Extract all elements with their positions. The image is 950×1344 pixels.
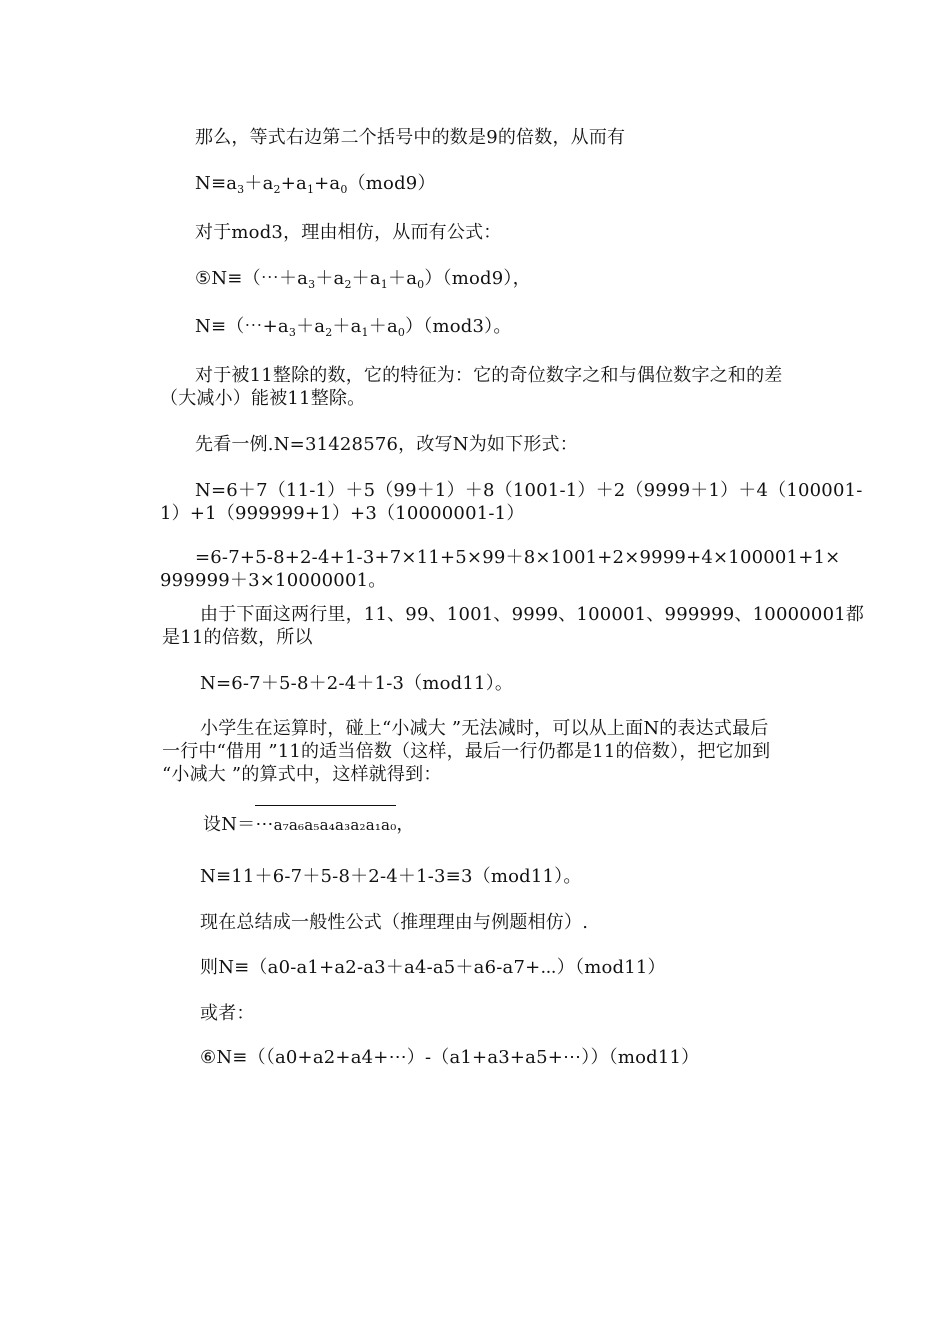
equation-text: ）（mod9）， — [424, 268, 531, 289]
congruence-result: N≡11＋6-7＋5-8＋2-4＋1-3≡3（mod11）。 — [200, 866, 582, 887]
subscript: 0 — [397, 326, 406, 339]
equation-text: ＋a — [296, 316, 326, 337]
formula-mod3 — [195, 316, 512, 338]
equation-text: +a — [314, 173, 341, 194]
equation-text: ＋a — [351, 268, 381, 289]
subscript: 3 — [308, 278, 316, 291]
equation-text: N≡a — [195, 173, 238, 194]
equation-mod9 — [195, 173, 436, 195]
paragraph-multiples-line1: 由于下面这两行里，11、99、1001、9999、100001、999999、10000001都 — [200, 604, 865, 625]
paragraph-borrow-line3: “小减大 ”的算式中，这样就得到： — [162, 764, 442, 785]
formula-6: ⑥N≡（（a0+a2+a4+⋯）-（a1+a3+a5+⋯））（mod11） — [200, 1047, 700, 1068]
expansion2-line2: 999999＋3×10000001。 — [160, 570, 387, 591]
subscript: 1 — [361, 326, 369, 339]
subscript: 3 — [237, 183, 245, 196]
equation-text: （mod9） — [347, 173, 436, 194]
paragraph-mod3: 对于mod3，理由相仿，从而有公式： — [195, 222, 502, 243]
paragraph-divisible-11-line1: 对于被11整除的数，它的特征为：它的奇位数字之和与偶位数字之和的差 — [195, 365, 783, 386]
equation-text: ）（mod3）。 — [405, 316, 512, 337]
paragraph-divisible-11-line2: （大减小）能被11整除。 — [160, 388, 366, 409]
equation-text: ＋a — [315, 268, 345, 289]
set-n-label: 设N＝ — [203, 814, 256, 835]
subscript: 2 — [344, 278, 352, 291]
general-formula: 则N≡（a0-a1+a2-a3＋a4-a5＋a6-a7+⋯）（mod11） — [200, 957, 666, 978]
subscript: 3 — [288, 326, 297, 339]
subscript: 1 — [306, 183, 315, 196]
subscript: 1 — [380, 278, 388, 291]
paragraph-summary: 现在总结成一般性公式（推理理由与例题相仿）. — [200, 912, 589, 933]
paragraph-borrow-line2: 一行中“借用 ”11的适当倍数（这样，最后一行仍都是11的倍数），把它加到 — [162, 741, 771, 762]
subscript: 0 — [340, 183, 348, 196]
paragraph-borrow-line1: 小学生在运算时，碰上“小减大 ”无法减时，可以从上面N的表达式最后 — [200, 718, 769, 739]
subscript: 2 — [273, 183, 281, 196]
equation-text: N≡（⋯+a — [195, 316, 289, 337]
equation-text: +a — [280, 173, 307, 194]
ellipsis: ⋯ — [255, 814, 274, 835]
digit-overline — [255, 814, 396, 836]
expansion-line2: 1）+1（999999+1）+3（10000001-1） — [160, 503, 525, 524]
expansion2-line1: =6-7+5-8+2-4+1-3+7×11+5×99＋8×1001+2×9999+4×100001+1× — [195, 547, 841, 568]
digits-sequence: a₇a₆a₅a₄a₃a₂a₁a₀ — [273, 816, 397, 834]
paragraph-or: 或者： — [200, 1003, 255, 1024]
subscript: 0 — [417, 278, 425, 291]
expansion-line1: N=6＋7（11-1）＋5（99＋1）＋8（1001-1）＋2（9999＋1）＋4（100001- — [195, 480, 863, 501]
formula-5 — [195, 268, 531, 290]
subscript: 2 — [325, 326, 333, 339]
equation-text: ＋a — [332, 316, 362, 337]
equation-text: ＋a — [388, 268, 418, 289]
set-n-tail: ， — [396, 814, 415, 835]
set-n-expression — [203, 814, 415, 836]
paragraph-therefore: 那么，等式右边第二个括号中的数是9的倍数，从而有 — [195, 127, 626, 148]
equation-text: ＋a — [244, 173, 274, 194]
equation-text: ⑤N≡（⋯＋a — [195, 268, 309, 289]
paragraph-multiples-line2: 是11的倍数，所以 — [162, 627, 313, 648]
congruence-mod11: N=6-7＋5-8＋2-4＋1-3（mod11）。 — [200, 673, 514, 694]
equation-text: ＋a — [368, 316, 398, 337]
paragraph-example: 先看一例.N=31428576，改写N为如下形式： — [195, 434, 578, 455]
